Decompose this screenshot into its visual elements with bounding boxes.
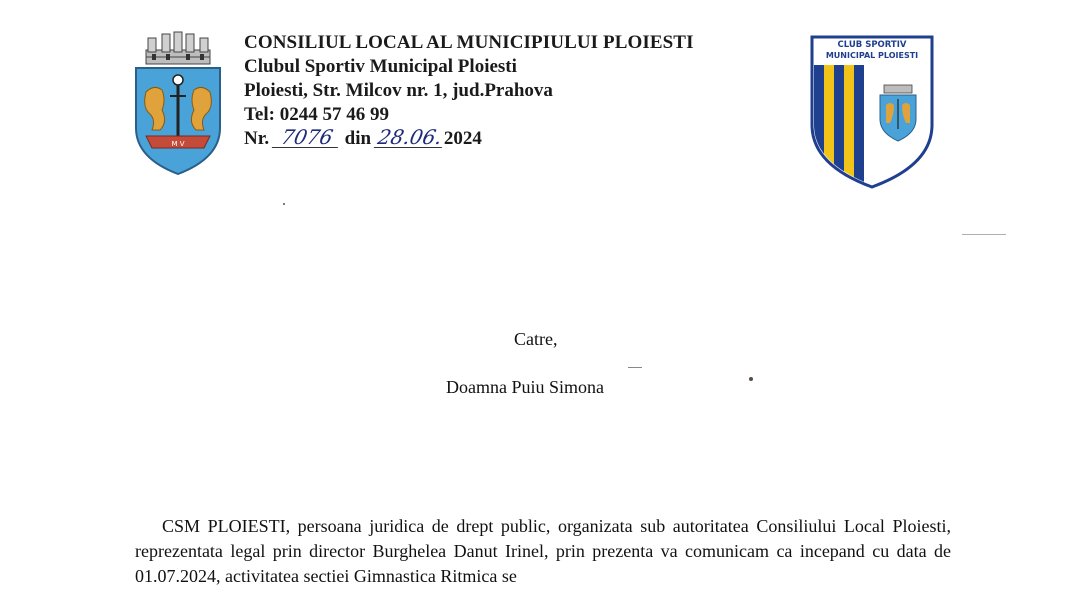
salutation: Catre, xyxy=(514,329,558,349)
club-logo xyxy=(808,33,936,189)
logo-line-1: CLUB SPORTIV xyxy=(837,40,907,50)
din-label: din xyxy=(344,128,372,149)
mural-crown-icon xyxy=(146,32,210,64)
scan-speck xyxy=(283,203,285,205)
scan-smudge xyxy=(962,234,1006,235)
logo-line-2: MUNICIPAL PLOIESTI xyxy=(825,51,919,60)
letter-body xyxy=(135,514,951,589)
recipient-name: Doamna Puiu Simona xyxy=(446,377,604,397)
nr-label: Nr. xyxy=(244,128,270,149)
registration-date: 28.06. xyxy=(375,125,445,149)
letterhead xyxy=(244,31,694,151)
crest-initials: M V xyxy=(171,140,185,148)
registration-year: 2024 xyxy=(443,128,482,149)
council-name: CONSILIUL LOCAL AL MUNICIPIULUI PLOIESTI xyxy=(244,32,694,53)
registration-number: 7076 xyxy=(272,127,342,148)
registration-line xyxy=(244,127,694,151)
city-coat-of-arms xyxy=(132,30,224,176)
club-address: Ploiesti, Str. Milcov nr. 1, jud.Prahova xyxy=(244,80,553,101)
scan-speck xyxy=(749,377,753,381)
scan-smudge xyxy=(628,367,642,368)
club-name: Clubul Sportiv Municipal Ploiesti xyxy=(244,56,517,77)
body-paragraph: CSM PLOIESTI, persoana juridica de drept public, organizata sub autoritatea Consiliului Local Ploiesti, reprezentata legal prin director Burghelea Danut Irinel, prin prezenta va comunicam ca incepand cu data de 01.07.2024, activitatea sectiei Gimnastica Ritmica se xyxy=(135,516,951,586)
club-phone: Tel: 0244 57 46 99 xyxy=(244,104,389,125)
